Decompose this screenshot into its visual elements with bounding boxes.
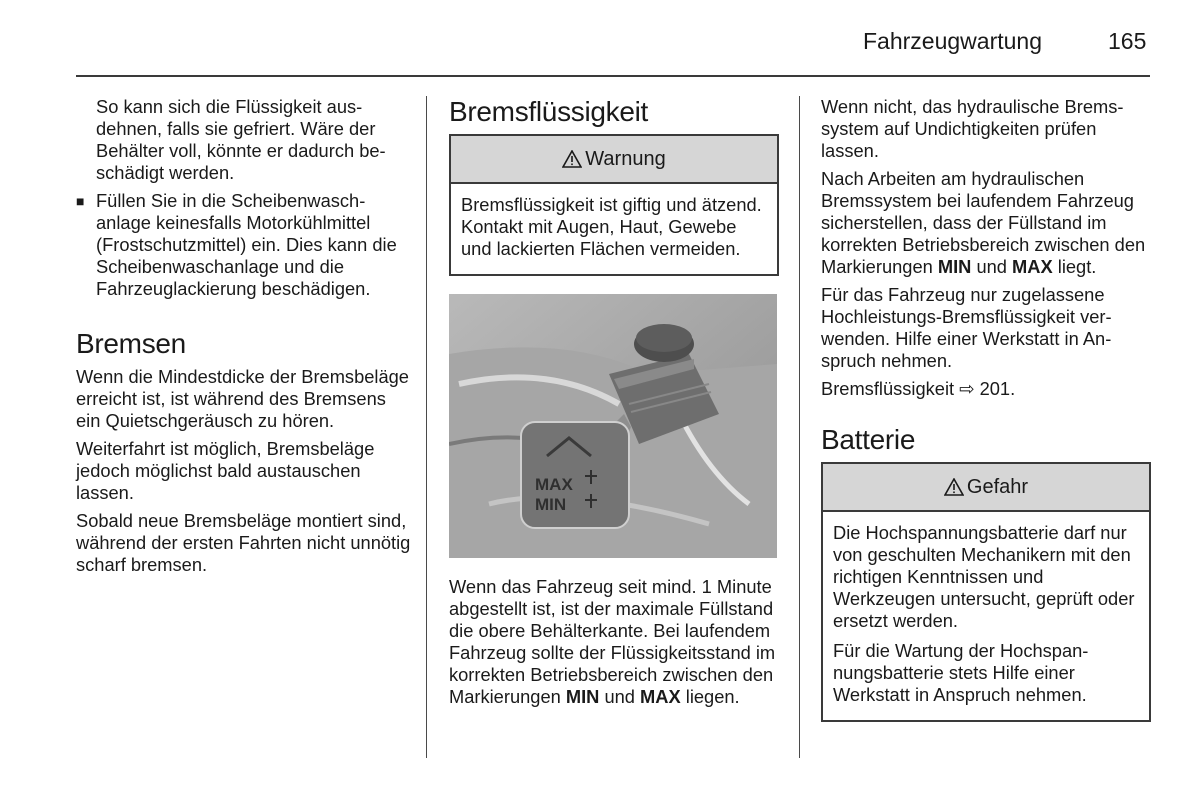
bremsen-paragraph-1: Wenn die Mindestdicke der Bremsbeläge erreicht ist, ist während des Bremsens ein Quietschgeräusch zu hören.	[76, 366, 409, 431]
column-divider-1	[426, 96, 427, 758]
danger-box	[821, 462, 1151, 722]
brake-fluid-reservoir-image	[449, 294, 777, 558]
warning-text: Bremsflüssigkeit ist giftig und ätzend. Kontakt mit Augen, Haut, Gewebe und lackierten Flächen vermeiden.	[461, 194, 762, 259]
heading-batterie: Batterie	[821, 424, 916, 455]
danger-text-2: Für die Wartung der Hochspannungsbatterie stets Hilfe einer Werkstatt in Anspruch nehmen.	[833, 640, 1089, 705]
warning-triangle-icon	[562, 150, 582, 168]
list-item	[76, 190, 411, 300]
danger-body	[823, 512, 1149, 720]
section-title: Fahrzeugwartung	[863, 28, 1042, 54]
bremsen-paragraph-2: Weiterfahrt ist möglich, Bremsbeläge jedoch möglichst bald austauschen lassen.	[76, 438, 375, 503]
page-number: 165	[1108, 28, 1147, 54]
warning-triangle-icon	[944, 478, 964, 496]
col3-paragraph-2: Nach Arbeiten am hydraulischen Bremssystem bei laufendem Fahrzeug sicherstellen, dass der Füllstand im korrekten Betriebsbereich zwischen den Markierungen MIN und MAX liegt.	[821, 168, 1146, 277]
bullet-square-icon: ■	[76, 193, 85, 209]
warning-box	[449, 134, 779, 276]
bremsen-paragraph-3: Sobald neue Bremsbeläge montiert sind, während der ersten Fahrten nicht unnötig scharf bremsen.	[76, 510, 411, 575]
column-2	[449, 96, 779, 714]
cross-reference: Bremsflüssigkeit ⇨ 201.	[821, 378, 1016, 399]
max-marking-label: MAX	[535, 475, 573, 494]
column-1	[76, 96, 411, 582]
warning-body	[451, 184, 777, 274]
column-divider-2	[799, 96, 800, 758]
warning-title: Warnung	[585, 148, 666, 170]
heading-bremsfluessigkeit: Bremsflüssigkeit	[449, 96, 649, 127]
reference-arrow-icon: ⇨	[959, 378, 975, 399]
danger-header	[823, 464, 1149, 512]
bullet-text: Füllen Sie in die Scheibenwaschanlage keinesfalls Motorkühlmittel (Frostschutzmittel) ein. Dies kann die Scheibenwaschanlage und die Fahrzeuglackierung beschädigen.	[96, 190, 397, 299]
danger-title: Gefahr	[966, 476, 1029, 498]
col3-paragraph-1: Wenn nicht, das hydraulische Bremssystem auf Undichtigkeiten prüfen lassen.	[821, 96, 1124, 161]
warning-header	[451, 136, 777, 184]
header-divider	[76, 75, 1150, 77]
heading-bremsen: Bremsen	[76, 328, 186, 359]
col3-paragraph-3: Für das Fahrzeug nur zugelassene Hochleistungs-Bremsflüssigkeit verwenden. Hilfe einer Werkstatt in Anspruch nehmen.	[821, 284, 1112, 371]
min-marking-label: MIN	[535, 495, 567, 514]
danger-text-1: Die Hochspannungsbatterie darf nur von geschulten Mechanikern mit den richtigen Kenntnissen und Werkzeugen untersucht, geprüft oder ersetzt werden.	[833, 522, 1135, 631]
intro-paragraph: So kann sich die Flüssigkeit ausdehnen, falls sie gefriert. Wäre der Behälter voll, könnte er dadurch beschädigt werden.	[96, 96, 386, 183]
column-3	[821, 96, 1151, 722]
bremsfluessigkeit-paragraph: Wenn das Fahrzeug seit mind. 1 Minute abgestellt ist, ist der maximale Füllstand die obere Behälterkante. Bei laufendem Fahrzeug sollte der Flüssigkeitsstand im korrekten Betriebsbereich zwischen den Markierungen MIN und MAX liegen.	[449, 576, 776, 707]
